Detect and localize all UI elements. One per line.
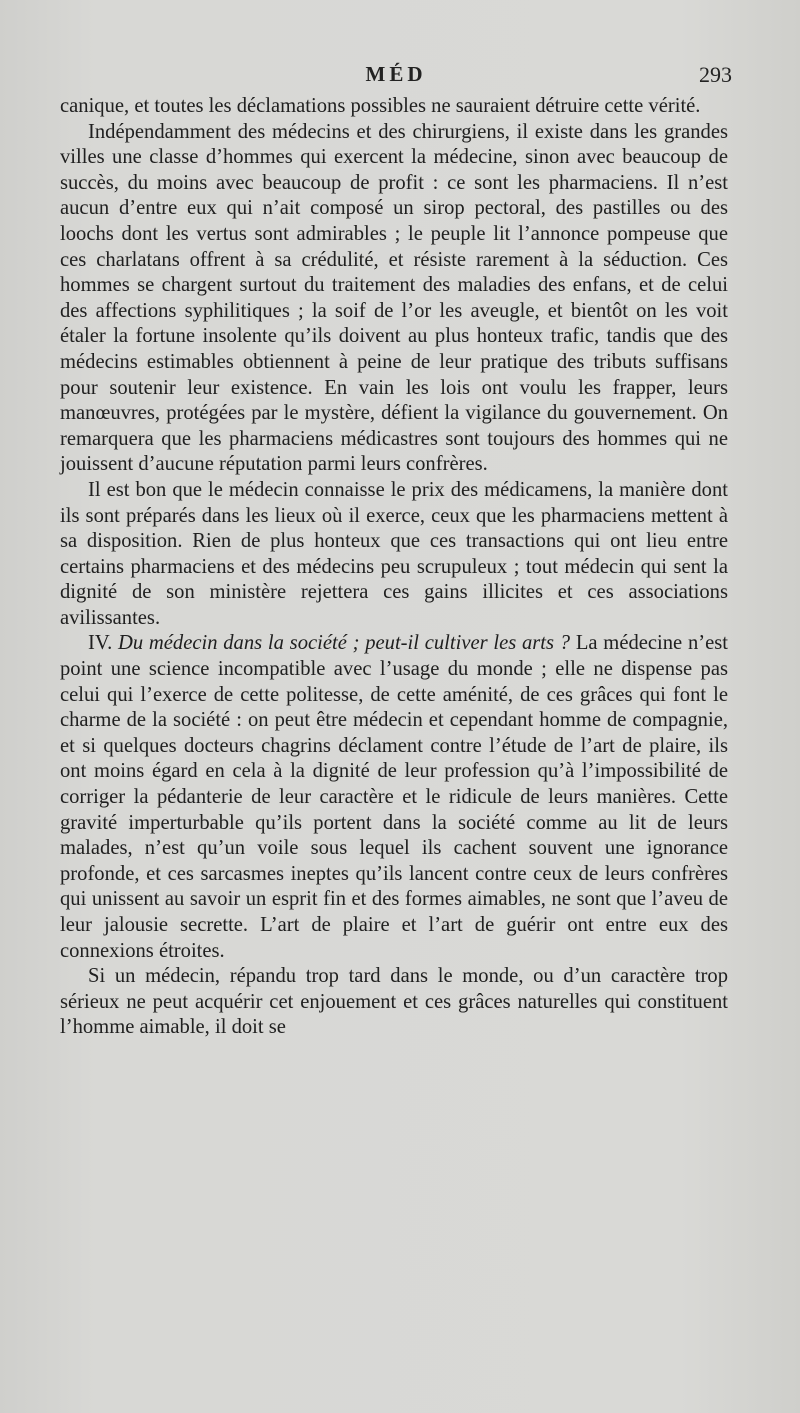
section-body: La médecine n’est point une science incompatible avec l’usage du monde ; elle ne dispense pas celui qui l’exerce de cette politesse, de cette aménité, de ces grâces qui font le charme de la société : on peut être médecin et cependant homme de compagnie, et si quelques docteurs chagrins déclament contre l’étude de l’art de plaire, ils ont moins égard en cela à la dignité de leur profession qu’à l’impossibilité de corriger la pédanterie de leur caractère et le ridicule de leurs manières. Cette gravité imperturbable qu’ils portent dans la société comme au lit de leurs malades, n’est qu’un voile sous lequel ils cachent souvent une ignorance profonde, et ces sarcasmes ineptes qu’ils lancent contre ceux de leurs confrères qui unissent au savoir un esprit fin et des formes aimables, ne sont que l’aveu de leur jalousie secrette. L’art de plaire et l’art de guérir ont entre eux des connexions étroites. bbox=[60, 632, 728, 962]
paragraph-medicaments: Il est bon que le médecin connaisse le prix des médicamens, la manière dont ils sont préparés dans les lieux où il exerce, ceux que les pharmaciens mettent à sa disposition. Rien de plus honteux que ces transactions qui ont lieu entre certains pharmaciens et des médecins peu scrupuleux ; tout médecin qui sent la dignité de son ministère rejettera ces gains illicites et ces associations avilissantes. bbox=[60, 478, 728, 629]
section-paragraph bbox=[60, 631, 728, 964]
page-number: 293 bbox=[699, 62, 732, 87]
paragraph-final: Si un médecin, répandu trop tard dans le monde, ou d’un caractère trop sérieux ne peut acquérir cet enjouement et ces grâces naturelles qui constituent l’homme aimable, il doit se bbox=[60, 965, 728, 1039]
page-text bbox=[60, 94, 728, 1041]
paragraph-pharmaciens: Indépendamment des médecins et des chirurgiens, il existe dans les grandes villes une classe d’hommes qui exercent la médecine, sinon avec beaucoup de succès, du moins avec beaucoup de profit : ce sont les pharmaciens. Il n’est aucun d’entre eux qui n’ait composé un sirop pectoral, des pastilles ou des loochs dont les vertus sont admirables ; le peuple lit l’annonce pompeuse que ces charlatans offrent à sa crédulité, et résiste rarement à la séduction. Ces hommes se chargent surtout du traitement des maladies des enfans, et de celui des affections syphilitiques ; la soif de l’or les aveugle, et bientôt on les voit étaler la fortune insolente qu’ils doivent au plus honteux trafic, tandis que des médecins estimables obtiennent à peine de leur pratique des tributs suffisans pour soutenir leur existence. En vain les lois ont voulu les frapper, leurs manœuvres, protégées par le mystère, défient la vigilance du gouvernement. On remarquera que les pharmaciens médicastres sont toujours des hommes qui ne jouissent d’aucune réputation parmi leurs confrères. bbox=[60, 120, 728, 476]
running-head: MÉD bbox=[365, 62, 427, 86]
paragraph-continuation: canique, et toutes les déclamations possibles ne sauraient détruire cette vérité. bbox=[60, 95, 701, 117]
page-header bbox=[60, 62, 732, 92]
section-number: IV. bbox=[88, 632, 113, 655]
section-title: Du médecin dans la société ; peut-il cultiver les arts ? bbox=[117, 632, 571, 655]
